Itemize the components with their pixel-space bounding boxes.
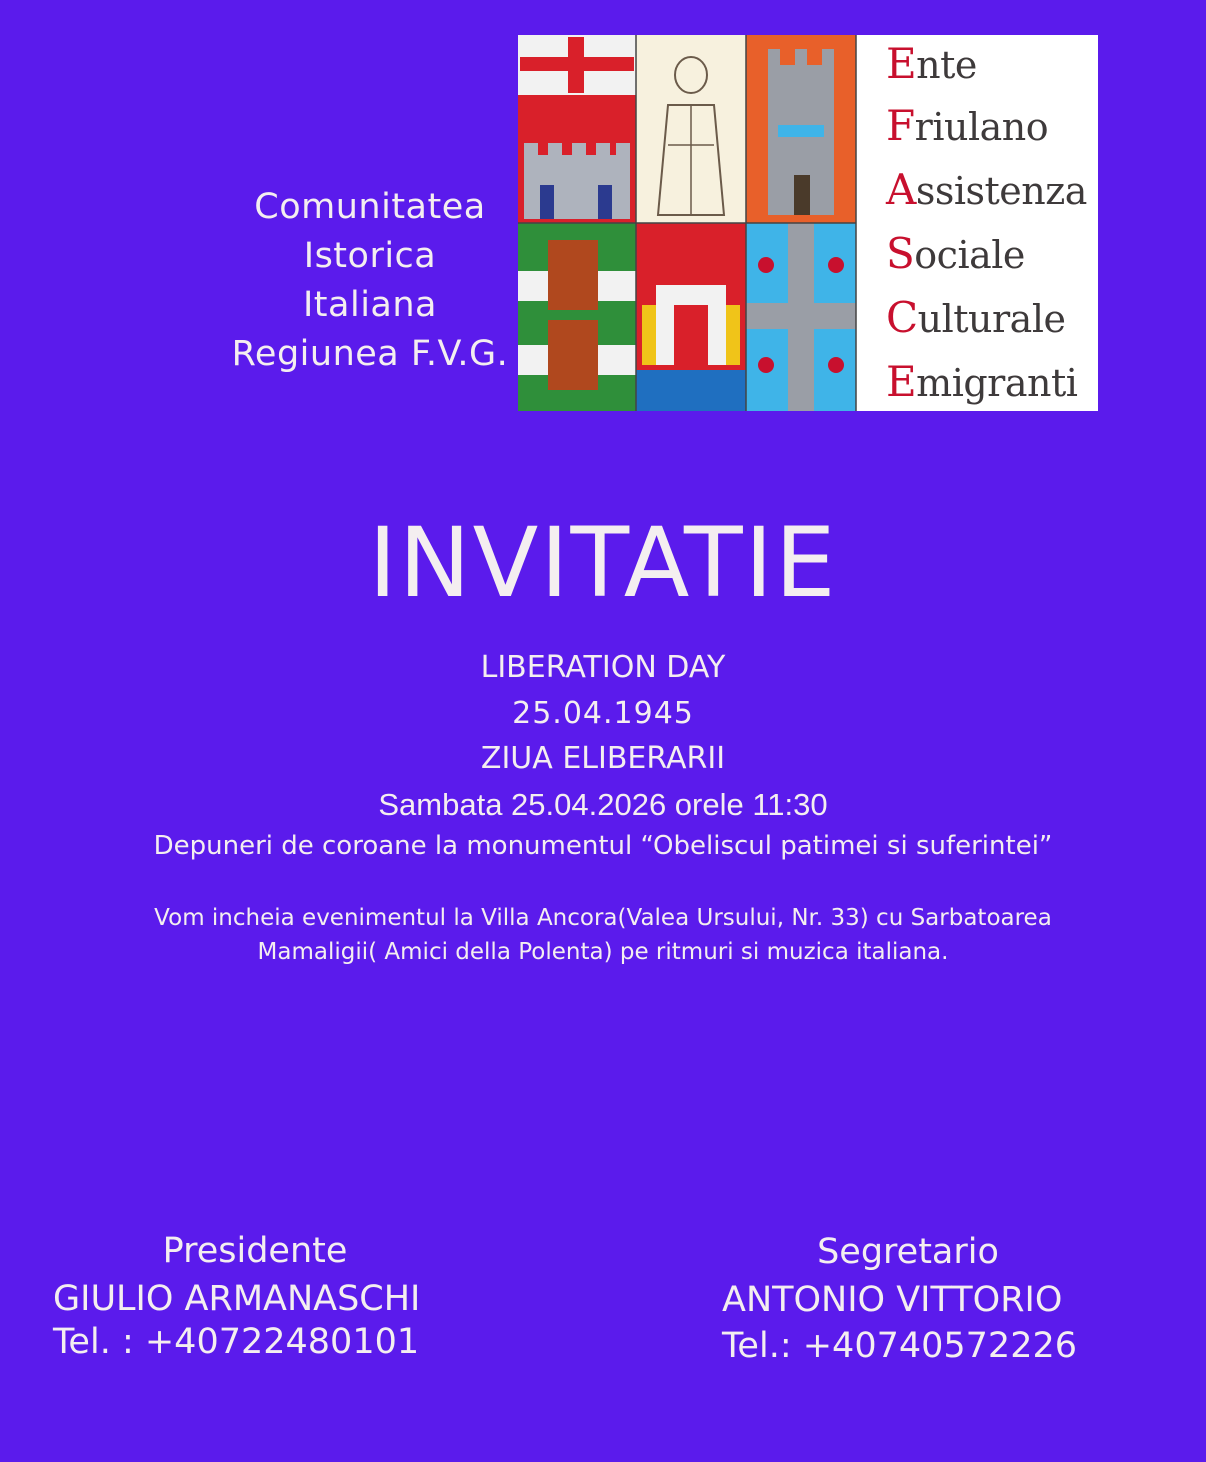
organization-line-2: Istorica (303, 236, 437, 276)
secretary-phone: Tel.: +40740572226 (722, 1326, 1078, 1366)
event-closing-line-2: Mamaligii( Amici della Polenta) pe ritmuri si muzica italiana. (257, 939, 949, 965)
president-name: GIULIO ARMANASCHI (53, 1279, 421, 1319)
logo-wordmark (884, 35, 1098, 411)
logo-line-friulano: Friulano (886, 101, 1049, 150)
logo-line-sociale: Sociale (886, 229, 1025, 278)
organization-line-4: Regiunea F.V.G. (231, 334, 509, 374)
event-description: Depuneri de coroane la monumentul “Obeliscul patimei si suferintei” (153, 831, 1053, 861)
logo-line-ente: Ente (886, 39, 977, 88)
efasce-logo (518, 35, 1098, 411)
secretary-role: Segretario (817, 1232, 999, 1272)
invitation-title: INVITATIE (368, 507, 838, 619)
coats-of-arms-icon (518, 35, 884, 411)
secretary-name: ANTONIO VITTORIO (722, 1280, 1063, 1320)
event-closing-line-1: Vom incheia evenimentul la Villa Ancora(Valea Ursului, Nr. 33) cu Sarbatoarea (154, 905, 1052, 931)
president-role: Presidente (162, 1231, 348, 1271)
organization-name (225, 183, 515, 379)
president-phone: Tel. : +40722480101 (53, 1322, 420, 1362)
logo-line-emigranti: Emigranti (886, 357, 1078, 406)
logo-line-assistenza: Assistenza (886, 165, 1087, 214)
event-name-romanian: ZIUA ELIBERARII (480, 741, 726, 776)
organization-line-1: Comunitatea (254, 187, 486, 227)
organization-line-3: Italiana (302, 285, 438, 325)
event-schedule: Sambata 25.04.2026 orele 11:30 (378, 787, 828, 822)
event-historic-date: 25.04.1945 (512, 696, 694, 731)
logo-line-culturale: Culturale (886, 293, 1066, 342)
event-name: LIBERATION DAY (480, 650, 726, 685)
